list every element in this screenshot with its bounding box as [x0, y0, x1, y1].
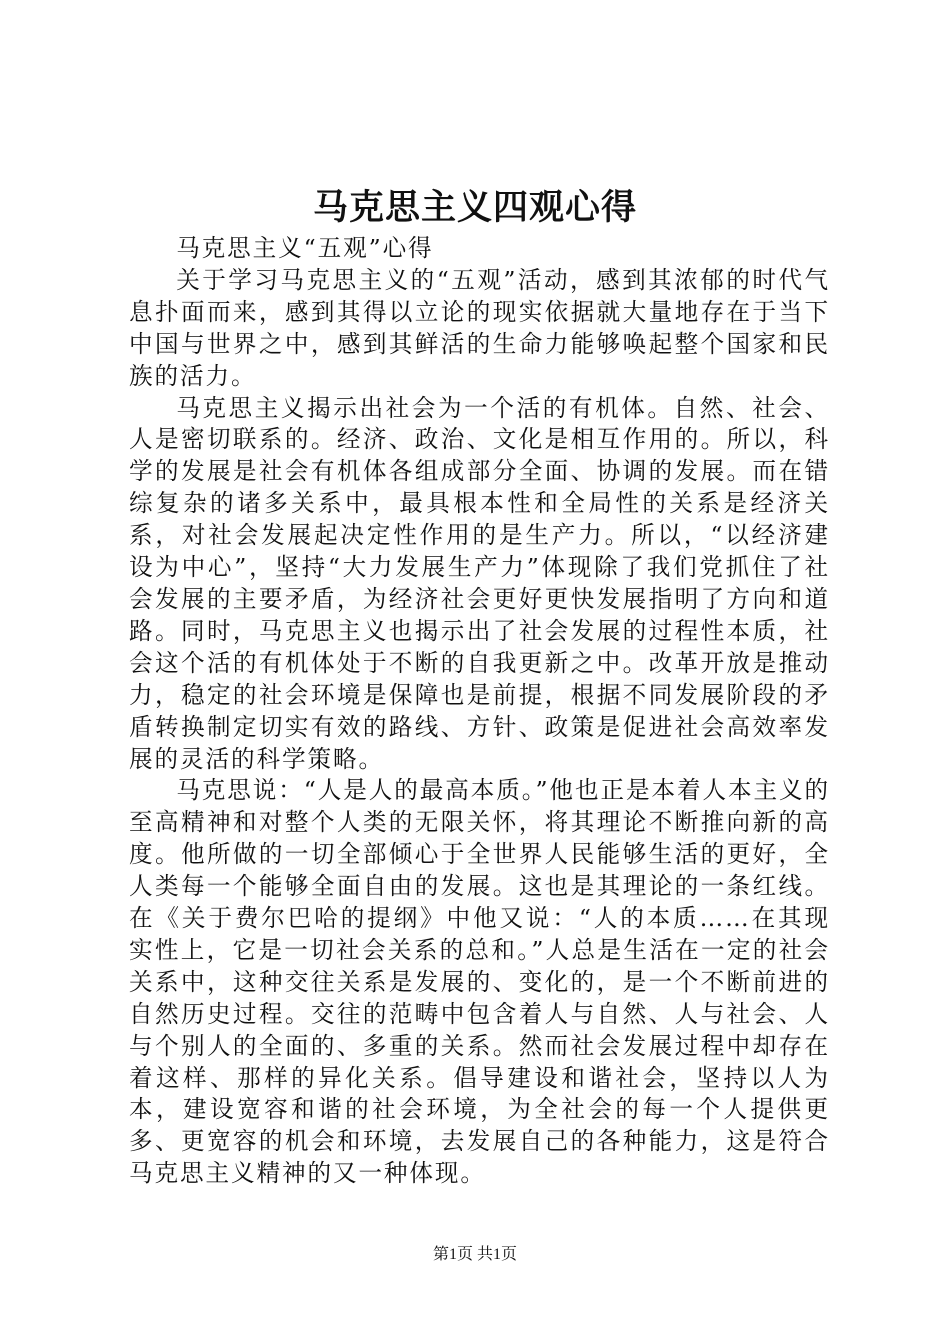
paragraph-intro: 关于学习马克思主义的“五观”活动，感到其浓郁的时代气息扑面而来，感到其得以立论的现实依据就大量地存在于当下中国与世界之中，感到其鲜活的生命力能够唤起整个国家和民族的活力。 — [129, 265, 830, 390]
document-subtitle: 马克思主义“五观”心得 — [176, 234, 434, 262]
document-title: 马克思主义四观心得 — [312, 187, 637, 228]
paragraph-human-essence: 马克思说：“人是人的最高本质。”他也正是本着人本主义的至高精神和对整个人类的无限关怀，将其理论不断推向新的高度。他所做的一切全部倾心于全世界人民能够生活的更好，全人类每一个能够全面自由的发展。这也是其理论的一条红线。在《关于费尔巴哈的提纲》中他又说：“人的本质……在其现实性上，它是一切社会关系的总和。”人总是生活在一定的社会关系中，这种交往关系是发展的、变化的，是一个不断前进的自然历史过程。交往的范畴中包含着人与自然、人与社会、人与个别人的全面的、多重的关系。然而社会发展过程中却存在着这样、那样的异化关系。倡导建设和谐社会，坚持以人为本，建设宽容和谐的社会环境，为全社会的每一个人提供更多、更宽容的机会和环境，去发展自己的各种能力，这是符合马克思主义精神的又一种体现。 — [129, 776, 830, 1188]
paragraph-social-organism: 马克思主义揭示出社会为一个活的有机体。自然、社会、人是密切联系的。经济、政治、文化是相互作用的。所以，科学的发展是社会有机体各组成部分全面、协调的发展。而在错综复杂的诸多关系中，最具根本性和全局性的关系是经济关系，对社会发展起决定性作用的是生产力。所以，“以经济建设为中心”，坚持“大力发展生产力”体现除了我们党抓住了社会发展的主要矛盾，为经济社会更好更快发展指明了方向和道路。同时，马克思主义也揭示出了社会发展的过程性本质，社会这个活的有机体处于不断的自我更新之中。改革开放是推动力，稳定的社会环境是保障也是前提，根据不同发展阶段的矛盾转换制定切实有效的路线、方针、政策是促进社会高效率发展的灵活的科学策略。 — [129, 393, 830, 773]
page-footer: 第1页 共1页 — [432, 1246, 517, 1263]
document-body — [129, 233, 830, 1190]
